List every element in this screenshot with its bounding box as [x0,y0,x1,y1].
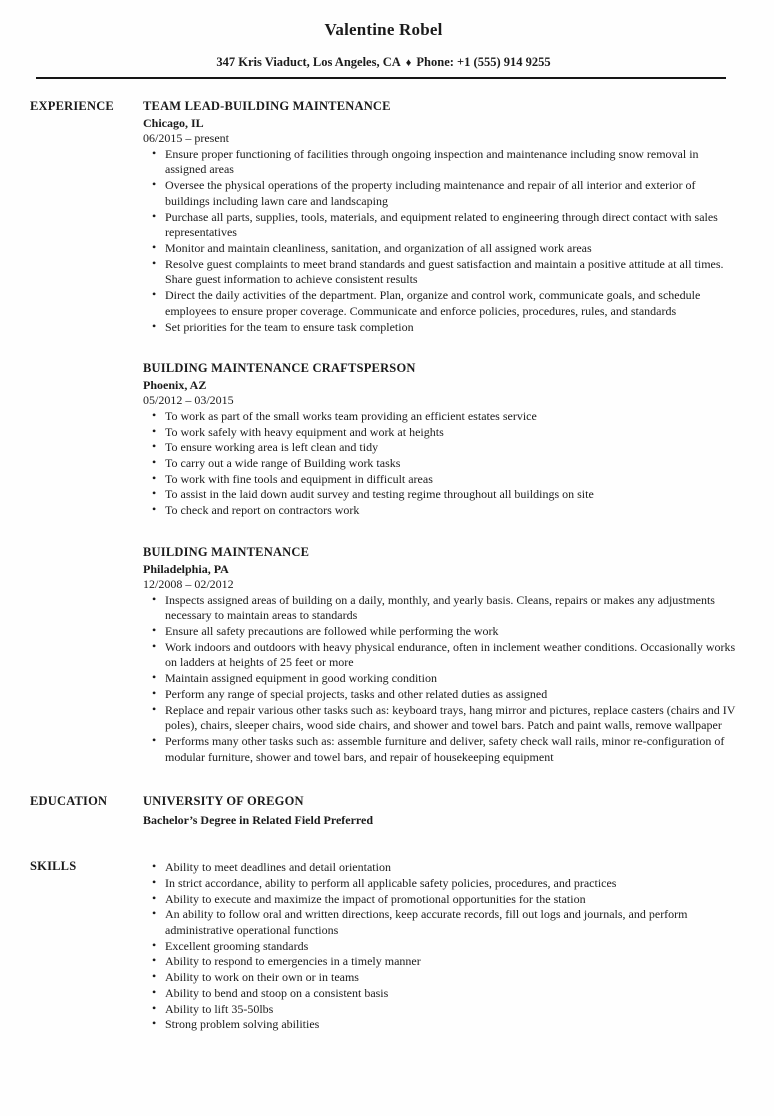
bullet-item: • To carry out a wide range of Building work tasks [165,456,737,472]
contact-line [30,55,737,70]
bullet-item: • Ability to work on their own or in teams [165,970,737,986]
job-dates: 05/2012 – 03/2015 [143,392,234,407]
job-dates: 12/2008 – 02/2012 [143,576,234,591]
skills-content [143,859,737,1033]
bullet-item: • Ensure all safety precautions are followed while performing the work [165,624,737,640]
section-label-education: EDUCATION [30,794,108,809]
job-entry-3 [143,545,737,766]
bullet-item: • Monitor and maintain cleanliness, sanitation, and organization of all assigned work areas [165,241,737,257]
bullet-item: • Perform any range of special projects, tasks and other related duties as assigned [165,687,737,703]
section-experience [30,99,737,765]
diamond-separator-icon: ♦ [405,57,412,69]
bullet-item: • Oversee the physical operations of the property including maintenance and repair of all interior and exterior of buildings including lawn care and landscaping [165,178,737,209]
bullet-item: • Resolve guest complaints to meet brand standards and guest satisfaction and maintain a positive attitude at all times. Share guest information to achieve consistent results [165,257,737,288]
bullet-item: • Replace and repair various other tasks such as: keyboard trays, hang mirror and pictures, replace casters (chairs and IV poles), chairs, sleeper chairs, wood side chairs, and shower and towel bars. Patch and paint walls, remove wallpaper [165,703,737,734]
bullet-item: • Ensure proper functioning of facilities through ongoing inspection and maintenance including snow removal in assigned areas [165,147,737,178]
bullet-item: • Ability to execute and maximize the impact of promotional opportunities for the station [165,892,737,908]
job-location: Phoenix, AZ [143,377,207,392]
bullet-item: • Set priorities for the team to ensure task completion [165,320,737,336]
bullet-item: • Maintain assigned equipment in good working condition [165,671,737,687]
job-entry-1 [143,99,737,335]
header-divider [36,77,726,79]
bullet-item: • Purchase all parts, supplies, tools, materials, and equipment related to engineering through direct contact with sales representatives [165,210,737,241]
job-title: TEAM LEAD-BUILDING MAINTENANCE [143,99,391,113]
job-location: Philadelphia, PA [143,561,229,576]
job-bullet-list [143,593,737,766]
section-label-experience: EXPERIENCE [30,99,114,113]
bullet-item: • Ability to lift 35-50lbs [165,1002,737,1018]
person-name: Valentine Robel [324,20,443,39]
bullet-item: • To work with fine tools and equipment in difficult areas [165,472,737,488]
skills-bullet-list [143,860,737,1033]
education-content [143,794,737,828]
resume-header [30,20,737,79]
experience-content [143,99,737,765]
contact-phone: Phone: +1 (555) 914 9255 [416,55,551,69]
bullet-item: • To check and report on contractors work [165,503,737,519]
job-dates: 06/2015 – present [143,130,229,145]
job-title: BUILDING MAINTENANCE [143,544,310,559]
bullet-item: • Inspects assigned areas of building on a daily, monthly, and yearly basis. Cleans, repairs or makes any adjustments necessary to maintain areas to standards [165,593,737,624]
education-degree: Bachelor’s Degree in Related Field Preferred [143,813,374,828]
bullet-item: • Direct the daily activities of the department. Plan, organize and control work, communicate goals, and schedule employees to ensure proper coverage. Communicate and enforce policies, procedures, rules, and standards [165,288,737,319]
section-education [30,794,737,828]
bullet-item: • Performs many other tasks such as: assemble furniture and deliver, safety check wall rails, minor re-configuration of modular furniture, shower and towel bars, and repair of housekeeping equipment [165,734,737,765]
section-skills [30,859,737,1033]
job-entry-2 [143,361,737,519]
section-label-skills: SKILLS [30,859,77,874]
bullet-item: • Excellent grooming standards [165,939,737,955]
bullet-item: • An ability to follow oral and written directions, keep accurate records, fill out logs and journals, and perform administrative operational functions [165,907,737,938]
bullet-item: • Work indoors and outdoors with heavy physical endurance, often in inclement weather conditions. Occasionally works on ladders at heights of 25 feet or more [165,640,737,671]
bullet-item: • To work as part of the small works team providing an efficient estates service [165,409,737,425]
job-bullet-list [143,409,737,519]
education-school: UNIVERSITY OF OREGON [143,794,304,809]
job-bullet-list [143,147,737,336]
bullet-item: • Strong problem solving abilities [165,1017,737,1033]
bullet-item: • Ability to bend and stoop on a consistent basis [165,986,737,1002]
bullet-item: • Ability to meet deadlines and detail orientation [165,860,737,876]
contact-address: 347 Kris Viaduct, Los Angeles, CA [216,55,401,69]
bullet-item: • Ability to respond to emergencies in a timely manner [165,954,737,970]
job-location: Chicago, IL [143,115,204,130]
bullet-item: • To assist in the laid down audit survey and testing regime throughout all buildings on site [165,487,737,503]
job-title: BUILDING MAINTENANCE CRAFTSPERSON [143,361,416,376]
bullet-item: • To ensure working area is left clean and tidy [165,440,737,456]
bullet-item: • To work safely with heavy equipment and work at heights [165,425,737,441]
bullet-item: • In strict accordance, ability to perform all applicable safety policies, procedures, and practices [165,876,737,892]
